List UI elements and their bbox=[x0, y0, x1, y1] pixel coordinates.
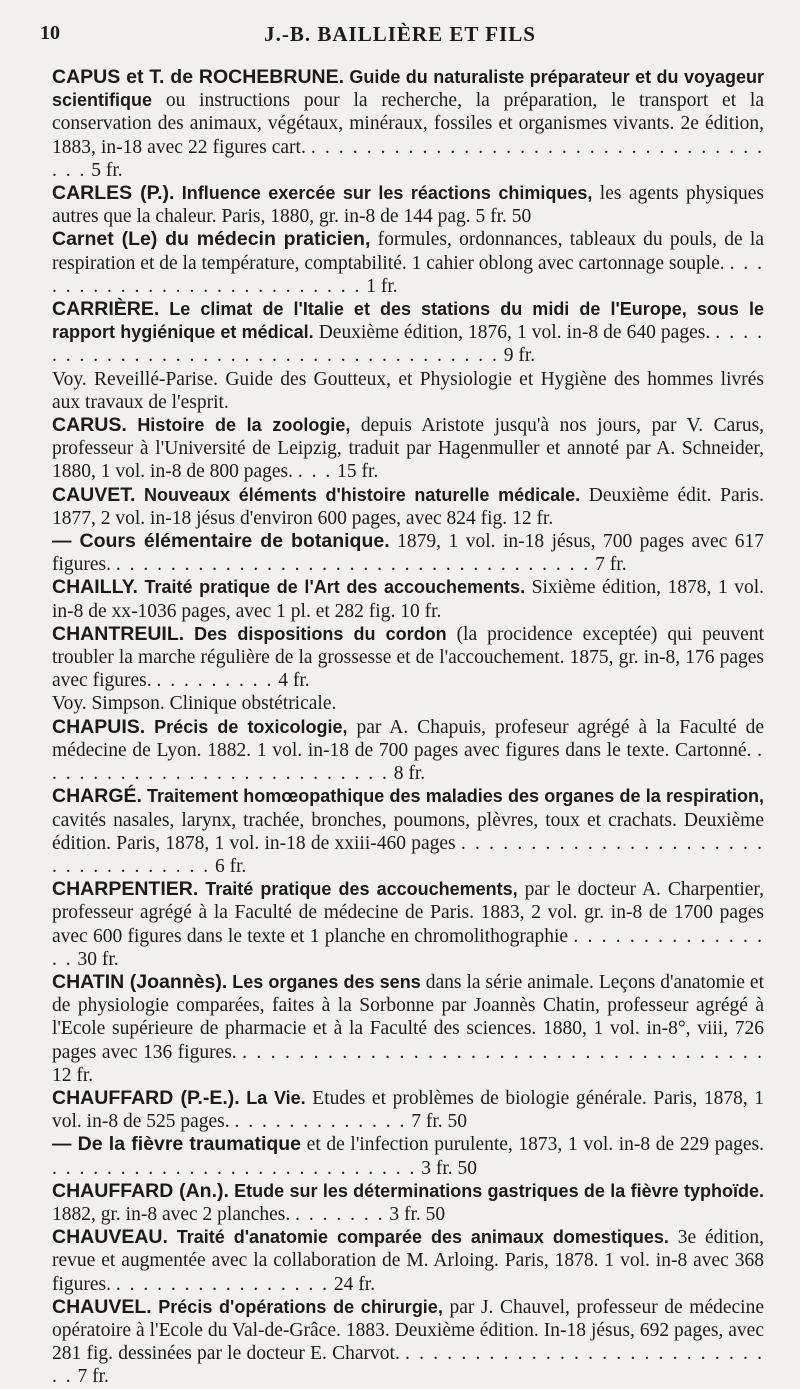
entry-details: Deuxième édition, 1876, 1 vol. in-8 de 640 pages. bbox=[318, 322, 711, 344]
entry-title: Précis d'opérations de chirurgie, bbox=[158, 1296, 443, 1317]
entry-details: 1879, 1 vol. in-18 jésus, 700 pages avec 617 figures. bbox=[52, 531, 765, 576]
entry-price: 30 fr. bbox=[77, 948, 119, 970]
entry-title: Influence exercée sur les réactions chimiques, bbox=[181, 183, 593, 204]
entry-title: Traité pratique des accouchements, bbox=[205, 879, 518, 900]
entry-leader: . . . . . . . . . . . . . . . . . . . . . . . . . . . . bbox=[52, 1343, 765, 1388]
entry-author: CHAILLY. bbox=[52, 576, 138, 599]
entry-title: Précis de toxicologie, bbox=[154, 716, 348, 737]
entry-leader: . . . . . . . . . . . . . bbox=[234, 1111, 407, 1133]
entry-details: par A. Chapuis, profeseur agrégé à la Faculté de médecine de Lyon. 1882. 1 vol. in-18 de 700 pages avec figures dans le texte. Cartonné. bbox=[52, 716, 764, 761]
entry-leader: . . . . . . . . . . . . . . . . bbox=[115, 1273, 330, 1295]
entry-title: Des dispositions du cordon bbox=[194, 623, 447, 644]
entry-details: par le docteur A. Charpentier, professeur agrégé à la Faculté de médecine de Paris. 1883, 2 vol. gr. in-8 de 1700 pages avec 600 figures dans le texte et 1 planche en chromolithographie bbox=[52, 879, 765, 947]
entry-price: 3 fr. 50 bbox=[389, 1203, 446, 1225]
entry-price: 15 fr. bbox=[337, 461, 379, 483]
entry-details: (la procidence exceptée) qui peuvent troubler la marche régulière de la grossesse et de l'accouchement. 1875, gr. in-8, 176 pages avec figures. bbox=[52, 623, 764, 692]
entry-price: 24 fr. bbox=[333, 1273, 376, 1295]
catalogue-entry bbox=[52, 716, 764, 786]
catalogue-entry bbox=[52, 66, 764, 182]
entry-price: 1 fr. bbox=[366, 275, 398, 297]
entry-price: 7 fr. 50 bbox=[411, 1111, 468, 1133]
catalogue-entries bbox=[52, 66, 764, 1389]
entry-author: CAPUS et T. de ROCHEBRUNE. bbox=[52, 66, 345, 88]
entry-title: Traité pratique de l'Art des accouchements. bbox=[144, 577, 526, 598]
entry-leader: . . . . . . . . . . . . . . . . . . . . . . . . . . bbox=[52, 252, 765, 297]
catalogue-entry bbox=[52, 878, 764, 971]
entry-author: CHARPENTIER. bbox=[52, 878, 199, 901]
entry-author: CHAUFFARD (P.-E.). bbox=[52, 1086, 240, 1109]
entry-price: 3 fr. 50 bbox=[421, 1157, 478, 1179]
entry-details: ou instructions pour la recherche, la préparation, le transport et la conservation des animaux, végétaux, minéraux, fossiles et organismes vivants. 2e édition, 1883, in-18 avec 22 figures cart. bbox=[52, 90, 764, 158]
entry-price: 9 fr. bbox=[503, 345, 536, 367]
entry-price: 12 fr. bbox=[52, 1064, 94, 1086]
entry-leader: . . . . . . . . . . . . . . . . . . . . . . . . . . . . . . . . . . bbox=[52, 832, 765, 877]
entry-author: CHAUFFARD (An.). bbox=[52, 1179, 229, 1202]
entry-title: Etude sur les déterminations gastriques de la fièvre typhoïde. bbox=[234, 1180, 764, 1201]
entry-details: Sixième édition, 1878, 1 vol. in-8 de xx-1036 pages, avec 1 pl. et 282 fig. bbox=[52, 577, 765, 622]
entry-author: — Cours élémentaire de botanique. bbox=[52, 530, 390, 553]
entry-title: Nouveaux éléments d'histoire naturelle médicale. bbox=[144, 484, 581, 505]
entry-title: Traitement homœopathique des maladies des organes de la respiration, bbox=[147, 786, 765, 807]
catalogue-entry bbox=[52, 971, 764, 1087]
entry-author: — De la fièvre traumatique bbox=[52, 1133, 302, 1156]
entry-price: 4 fr. bbox=[278, 670, 310, 692]
entry-leader: . . . . . . . . . . . . . . . . . . . . . . . . . . . bbox=[52, 1157, 417, 1179]
entry-price: 6 fr. bbox=[215, 855, 247, 877]
catalogue-entry bbox=[52, 1133, 764, 1179]
entry-see-also: Voy. Reveillé-Parise. Guide des Goutteux, et Physiologie et Hygiène des hommes livrés aux travaux de l'esprit. bbox=[52, 368, 764, 413]
entry-leader: . . . . . . . . . . . . . . . . . . . . . . . . . . . . . . . . . . . . . bbox=[242, 1041, 765, 1063]
entry-author: CARRIÈRE. bbox=[52, 298, 160, 321]
entry-author: CHARGÉ. bbox=[52, 785, 142, 808]
entry-title: Guide du naturaliste préparateur et du voyageur scientifique bbox=[52, 67, 765, 111]
entry-leader: . . . . . . . . . . . . . . . . . . . . . . . . . . . . . . . . . . . bbox=[115, 554, 591, 576]
page-number: 10 bbox=[40, 22, 60, 44]
catalogue-entry bbox=[52, 1296, 764, 1389]
entry-leader: . . . bbox=[297, 461, 333, 483]
entry-author: CHANTREUIL. bbox=[52, 622, 185, 645]
entry-details: formules, ordonnances, tableaux du pouls, de la respiration et de la température, comptabilité. 1 cahier oblong avec cartonnage souple. bbox=[52, 229, 764, 274]
entry-title: Traité d'anatomie comparée des animaux domestiques. bbox=[176, 1227, 669, 1248]
entry-leader: . . . . . . . bbox=[295, 1203, 385, 1225]
entry-details: cavités nasales, larynx, trachée, bronches, poumons, plèvres, toux et crachats. Deuxième édition. Paris, 1878, 1 vol. in-18 de xxiii-460 pages bbox=[52, 809, 764, 854]
entry-title: Le climat de l'Italie et des stations du midi de l'Europe, sous le rapport hygiénique et médical. bbox=[52, 299, 764, 343]
catalogue-entry bbox=[52, 623, 764, 693]
entry-author: Carnet (Le) du médecin praticien, bbox=[52, 228, 371, 251]
entry-title: Les organes des sens bbox=[232, 971, 421, 992]
entry-leader: . . . . . . . . . . . . . . . . bbox=[52, 925, 765, 970]
entry-price: 12 fr. bbox=[512, 507, 554, 529]
entry-leader: . . . . . . . . . . . . . . . . . . . . . . . . . . bbox=[52, 739, 765, 785]
catalogue-entry bbox=[52, 414, 764, 484]
entry-price: 5 fr. bbox=[91, 159, 123, 181]
running-head bbox=[40, 20, 760, 48]
catalogue-entry bbox=[52, 182, 764, 228]
entry-author: CHAPUIS. bbox=[52, 715, 146, 738]
entry-details: 1882, gr. in-8 avec 2 planches. bbox=[52, 1203, 291, 1225]
catalogue-entry bbox=[52, 1226, 764, 1296]
entry-details: Deuxième édit. Paris. 1877, 2 vol. in-18 jésus d'environ 600 pages, avec 824 fig. bbox=[52, 484, 764, 529]
entry-see-also: Voy. Simpson. Clinique obstétricale. bbox=[52, 693, 337, 715]
entry-details: Etudes et problèmes de biologie générale. Paris, 1878, 1 vol. in-8 de 525 pages. bbox=[52, 1087, 765, 1133]
entry-author: CAUVET. bbox=[52, 483, 136, 506]
catalogue-entry bbox=[52, 576, 764, 622]
entry-title: Histoire de la zoologie, bbox=[137, 415, 351, 436]
entry-price: 7 fr. bbox=[595, 554, 627, 576]
entry-price: 7 fr. bbox=[77, 1366, 109, 1388]
catalogue-entry bbox=[52, 1087, 764, 1133]
entry-details: les agents physiques autres que la chaleur. Paris, 1880, gr. in-8 de 144 pag. bbox=[52, 183, 765, 228]
entry-leader: . . . . . . . . . . . . . . . . . . . . . . . . . . . . . . . . . . . . . bbox=[52, 322, 765, 367]
entry-title: La Vie. bbox=[246, 1087, 306, 1108]
entry-author: CHATIN (Joannès). bbox=[52, 970, 228, 993]
entry-price: 8 fr. bbox=[393, 763, 426, 785]
catalogue-entry bbox=[52, 530, 764, 576]
entry-details: 3e édition, revue et augmentée avec la collaboration de M. Arloing. Paris, 1878. 1 vol. in-8 avec 368 figures. bbox=[52, 1227, 765, 1295]
entry-price: 5 fr. 50 bbox=[475, 206, 532, 228]
catalogue-entry bbox=[52, 298, 764, 368]
catalogue-entry bbox=[52, 785, 764, 878]
entry-details: et de l'infection purulente, 1873, 1 vol. in-8 de 229 pages. bbox=[306, 1134, 764, 1156]
catalogue-entry bbox=[52, 484, 764, 530]
catalogue-entry bbox=[52, 1180, 764, 1226]
entry-author: CHAUVEAU. bbox=[52, 1226, 168, 1249]
entry-author: CARLES (P.). bbox=[52, 182, 175, 205]
publisher-heading: J.-B. BAILLIÈRE ET FILS bbox=[264, 22, 536, 46]
entry-price: 10 fr. bbox=[400, 600, 442, 622]
entry-author: CHAUVEL. bbox=[52, 1295, 152, 1318]
entry-details: dans la série animale. Leçons d'anatomie et de physiologie comparées, faites à la Sorbonne par Joannès Chatin, professeur agrégé à l'Ecole supérieure de pharmacie et à la Faculté des sciences. 1880, 1 vol. in-8°, viii, 726 pages avec 136 figures. bbox=[52, 971, 764, 1063]
entry-details: par J. Chauvel, professeur de médecine opératoire à l'Ecole du Val-de-Grâce. 1883. Deuxième édition. In-18 jésus, 692 pages, avec 281 fig. dessinées par le docteur E. Charvot. bbox=[52, 1296, 764, 1365]
catalogue-entry bbox=[52, 228, 764, 298]
entry-leader: . . . . . . . . . bbox=[156, 670, 274, 692]
entry-details: depuis Aristote jusqu'à nos jours, par V. Carus, professeur à l'Université de Leipzig, traduit par Hagenmuller et annoté par A. Schneider, 1880, 1 vol. in-8 de 800 pages. bbox=[52, 415, 765, 483]
entry-leader: . . . . . . . . . . . . . . . . . . . . . . . . . . . . . . . . . . . . bbox=[52, 136, 765, 181]
entry-author: CARUS. bbox=[52, 414, 127, 437]
